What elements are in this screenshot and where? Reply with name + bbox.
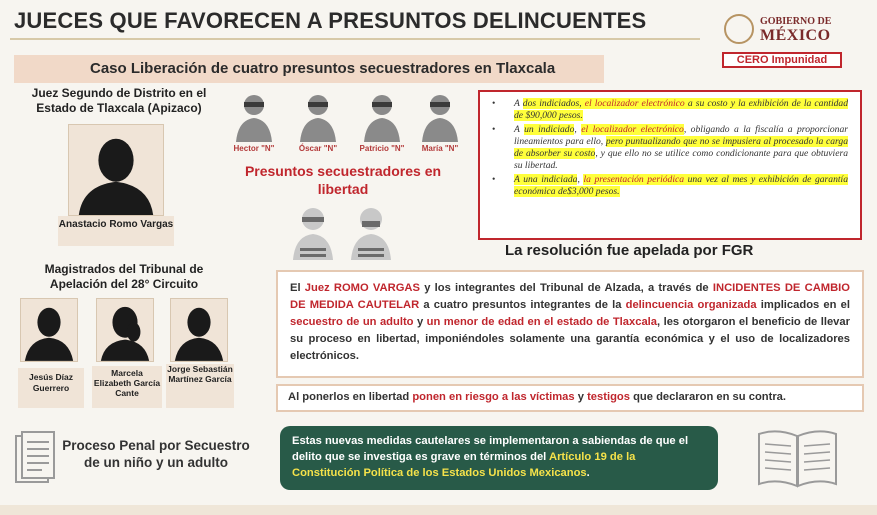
magistrate-name: Jorge Sebastián Martínez García: [166, 364, 234, 408]
measure-item: • A dos indiciados, el localizador electrónico a su costo y la exhibición de la cantidad de $90,000 pesos.: [492, 98, 848, 122]
measure-item: • A un indiciado, el localizador electrónico, obligando a la fiscalía a proporcionar lineamientos para ello, pero puntualizando que no se impusiera al procesado la carga de absorber su costo, y que ello no se utilice como condicionante para que obtuviera su libertad.: [492, 124, 848, 172]
judge-title: Juez Segundo de Distrito en el Estado de Tlaxcala (Apizaco): [31, 86, 207, 115]
ankle-monitor-person-icon: [290, 204, 336, 260]
cero-impunidad-badge: CERO Impunidad: [722, 52, 842, 68]
page-title: JUECES QUE FAVORECEN A PRESUNTOS DELINCUENTES: [14, 8, 647, 33]
logo-line2: MÉXICO: [760, 27, 831, 44]
magistrate-portrait: [20, 298, 78, 362]
magistrate-name: Jesús Díaz Guerrero: [18, 368, 84, 408]
title-divider: [10, 38, 700, 40]
magistrates-title: Magistrados del Tribunal de Apelación del 28° Circuito: [44, 262, 204, 291]
constitution-note: Estas nuevas medidas cautelares se implementaron a sabiendas de que el delito que se investiga es grave en términos del Artículo 19 de la Constitución Política de los Estados Unidos Mexicanos.: [280, 426, 718, 490]
document-icon: [14, 430, 56, 486]
footer-band: [0, 505, 877, 515]
suspect-avatar-icon: [420, 92, 460, 142]
suspects-caption: Presuntos secuestradores en libertad: [244, 163, 442, 197]
risk-box: Al ponerlos en libertad ponen en riesgo a las víctimas y testigos que declararon en su contra.: [276, 384, 864, 412]
criminal-process-label: Proceso Penal por Secuestro de un niño y un adulto: [62, 438, 250, 470]
measure-item: • A una indiciada, la presentación periódica una vez al mes y exhibición de garantía económica de$3,000 pesos.: [492, 174, 848, 198]
open-book-icon: [755, 426, 840, 490]
summary-box: El Juez ROMO VARGAS y los integrantes del Tribunal de Alzada, a través de INCIDENTES DE CAMBIO DE MEDIDA CAUTELAR a cuatro presuntos integrantes de la delincuencia organizada implicados en el secuestro de un adulto y un menor de edad en el estado de Tlaxcala, les otorgaron el beneficio de llevar su proceso en libertad, imponiéndoles solamente una garantía económica y el uso de localizadores electrónicos.: [276, 270, 864, 378]
suspect-name: Óscar "N": [298, 144, 338, 153]
magistrate-portrait: [96, 298, 154, 362]
suspect-avatar-icon: [234, 92, 274, 142]
eagle-emblem-icon: [724, 14, 754, 44]
judge-portrait: [68, 124, 164, 216]
case-subtitle: Caso Liberación de cuatro presuntos secuestradores en Tlaxcala: [90, 60, 556, 77]
suspect-name: Patricio "N": [359, 144, 405, 153]
appeal-note: La resolución fue apelada por FGR: [505, 242, 754, 259]
precautionary-measures-box: [478, 90, 862, 240]
magistrate-portrait: [170, 298, 228, 362]
logo-line1: GOBIERNO DE: [760, 16, 832, 27]
suspect-name: María "N": [421, 144, 459, 153]
judge-name: Anastacio Romo Vargas: [58, 216, 174, 246]
masked-person-icon: [348, 204, 394, 260]
gobierno-mexico-logo: [718, 12, 858, 52]
suspect-avatar-icon: [298, 92, 338, 142]
suspect-avatar-icon: [362, 92, 402, 142]
suspect-name: Hector "N": [233, 144, 275, 153]
magistrate-name: Marcela Elizabeth García Cante: [92, 366, 162, 408]
